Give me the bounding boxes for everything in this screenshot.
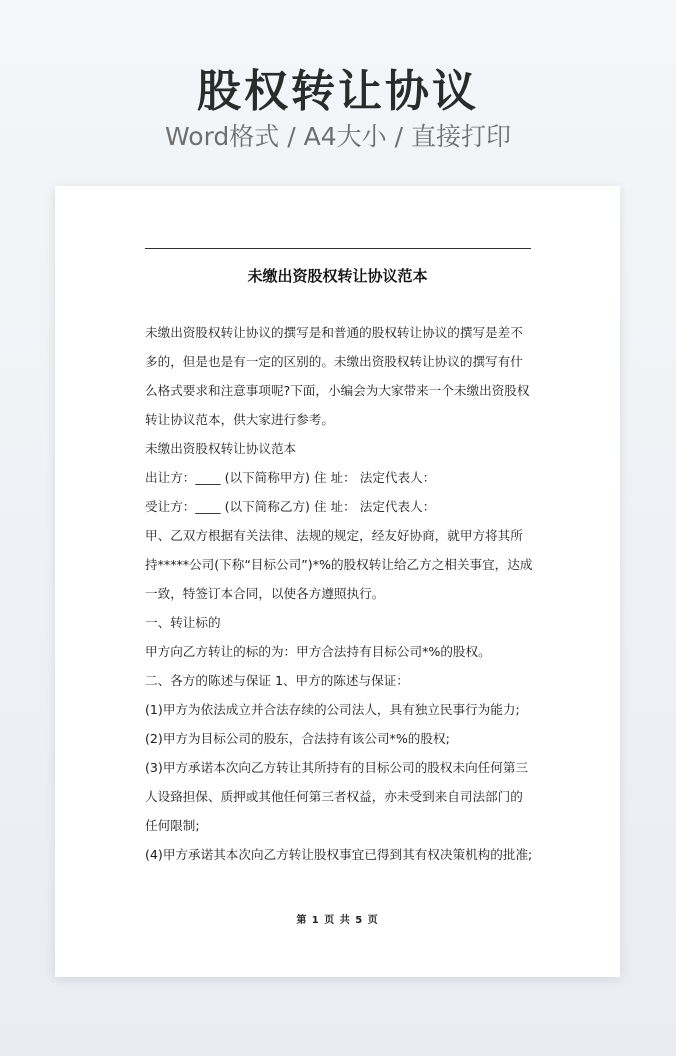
paragraph-transferee: 受让方：____ (以下简称乙方) 住 址： 法定代表人： [145,499,436,514]
section-heading-warranties: 二、各方的陈述与保证 1、甲方的陈述与保证： [145,673,409,688]
document-title: 未缴出资股权转让协议范本 [247,267,428,285]
paragraph-intro: 未缴出资股权转让协议的撰写是和普通的股权转让协议的撰写是差不多的，但是也是有一定的区别的。未缴出资股权转让协议的撰写有什么格式要求和注意事项呢?下面，小编会为大家带来一个未缴出资股权转让协议范本，供大家进行参考。 [145,325,530,427]
clause-1: (1)甲方为依法成立并合法存续的公司法人，具有独立民事行为能力; [145,702,520,717]
paragraph-subject: 甲方向乙方转让的标的为：甲方合法持有目标公司*%的股权。 [145,644,491,659]
document-page [55,186,620,977]
paragraph-template-heading: 未缴出资股权转让协议范本 [145,441,297,456]
hero-title: 股权转让协议 [197,66,479,117]
clause-4: (4)甲方承诺其本次向乙方转让股权事宜已得到其有权决策机构的批准; [145,847,533,862]
document-body [145,318,533,869]
paragraph-preamble: 甲、乙双方根据有关法律、法规的规定，经友好协商，就甲方将其所持*****公司(下称“目标公司”)*%的股权转让给乙方之相关事宜，达成一致，特签订本合同，以使各方遵照执行。 [145,528,533,601]
clause-3: (3)甲方承诺本次向乙方转让其所持有的目标公司的股权未向任何第三人设臵担保、质押或其他任何第三者权益，亦未受到来自司法部门的任何限制; [145,760,529,833]
page-number: 第 1 页 共 5 页 [296,915,379,926]
paragraph-transferor: 出让方：____ (以下简称甲方) 住 址： 法定代表人： [145,470,436,485]
hero-subtitle: Word格式 / A4大小 / 直接打印 [165,122,511,151]
header-rule [145,248,531,249]
section-heading-subject: 一、转让标的 [145,615,221,630]
clause-2: (2)甲方为目标公司的股东，合法持有该公司*%的股权; [145,731,450,746]
